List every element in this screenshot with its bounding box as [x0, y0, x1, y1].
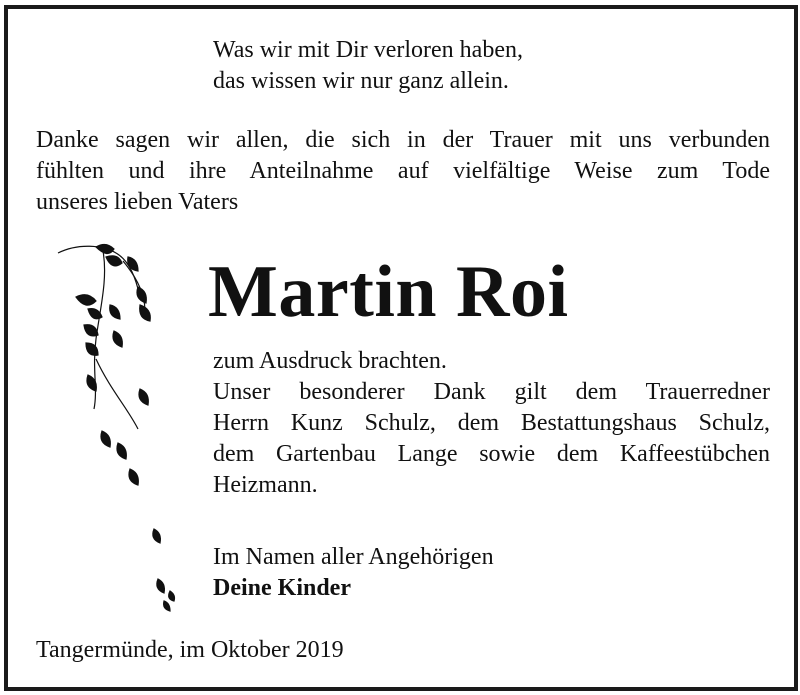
- body-line: dem Gartenbau Lange sowie dem Kaffeestübchen: [213, 441, 770, 467]
- body-line: zum Ausdruck brachten.: [213, 348, 447, 374]
- memorial-verse: [213, 35, 523, 97]
- body-line: Herrn Kunz Schulz, dem Bestattungshaus Schulz,: [213, 410, 770, 436]
- deceased-name: Martin Roi: [208, 251, 569, 333]
- leaf-branch-icon: [48, 239, 198, 619]
- body-line: Heizmann.: [213, 472, 318, 498]
- signature-on-behalf: Im Namen aller Angehörigen: [213, 544, 494, 570]
- intro-line: Danke sagen wir allen, die sich in der Trauer mit uns verbunden: [36, 127, 770, 153]
- notice-frame: [4, 5, 798, 691]
- signature: [213, 542, 494, 604]
- verse-line: das wissen wir nur ganz allein.: [213, 68, 509, 94]
- intro-line: fühlten und ihre Anteilnahme auf vielfältige Weise zum Tode: [36, 158, 770, 184]
- body-line: Unser besonderer Dank gilt dem Trauerredner: [213, 379, 770, 405]
- verse-line: Was wir mit Dir verloren haben,: [213, 37, 523, 63]
- thanks-body: [213, 346, 770, 501]
- intro-line: unseres lieben Vaters: [36, 189, 239, 215]
- thanks-intro: [36, 125, 770, 218]
- place-date: Tangermünde, im Oktober 2019: [36, 637, 344, 663]
- signature-signed-by: Deine Kinder: [213, 575, 351, 601]
